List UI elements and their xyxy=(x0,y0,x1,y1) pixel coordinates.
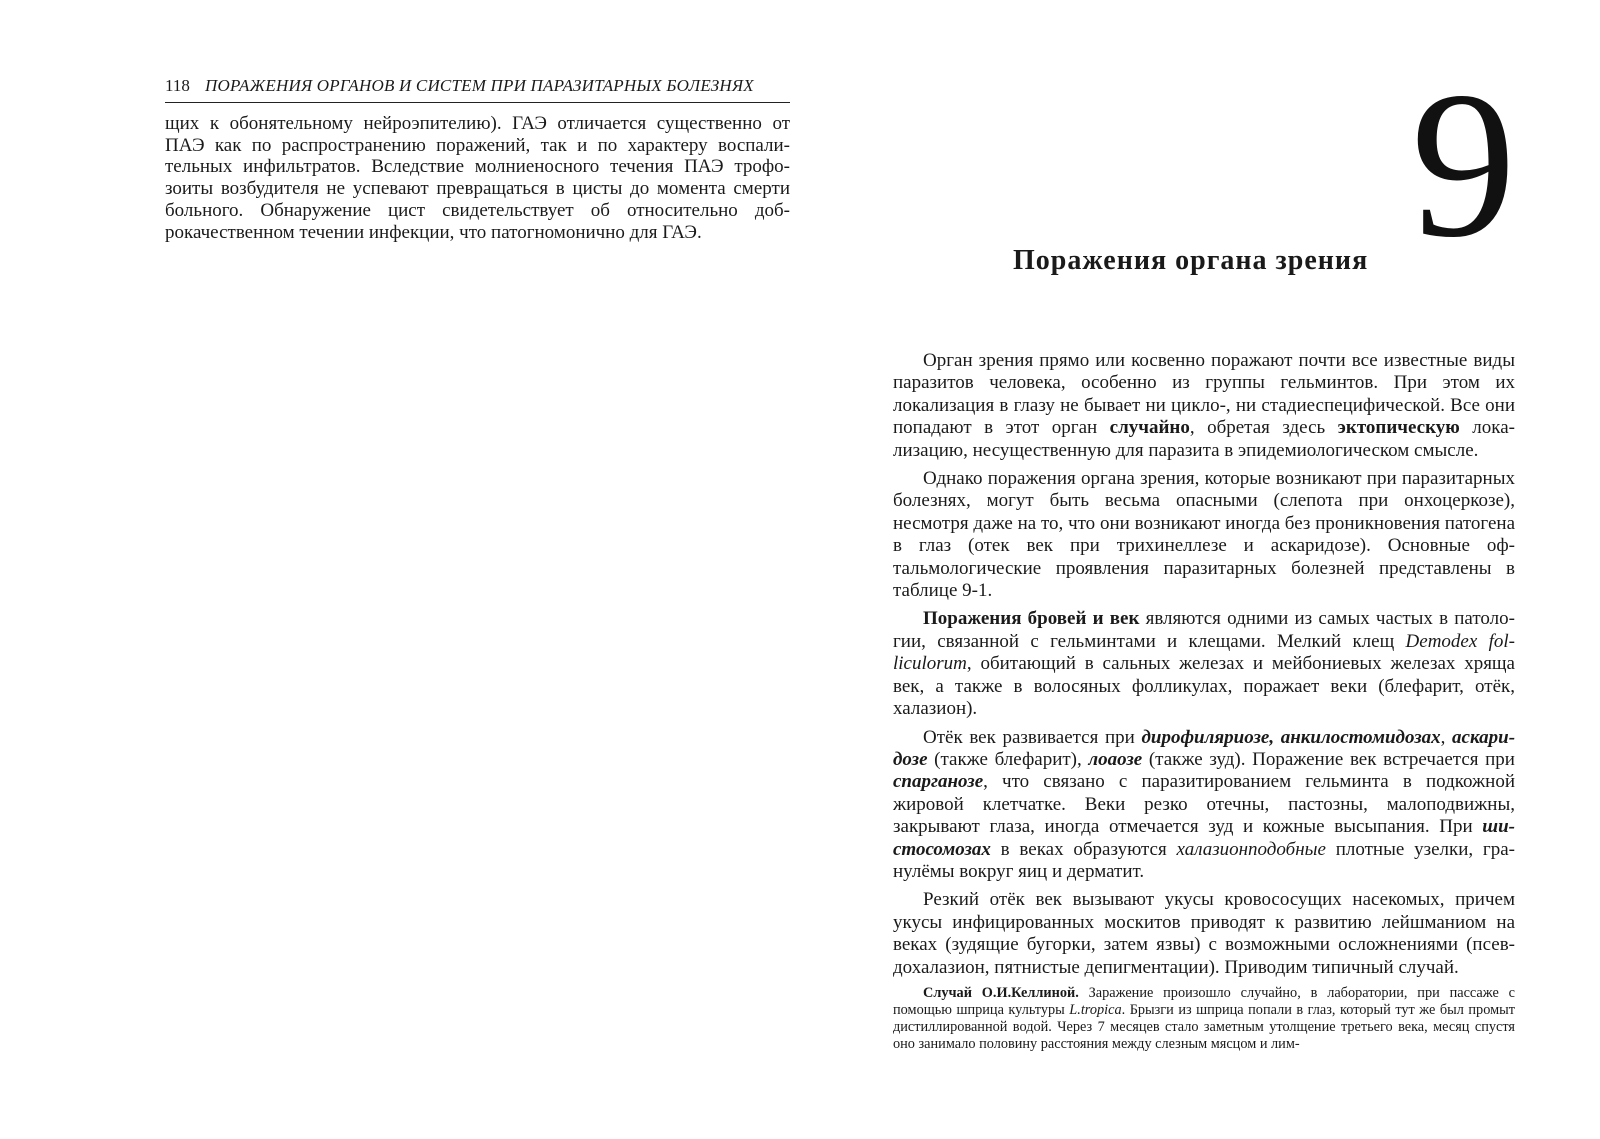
p4-disease-sparganosis: спарганозе xyxy=(893,771,984,793)
p4-disease-loiasis: лоаозе xyxy=(1088,748,1143,770)
running-head-title: ПОРАЖЕНИЯ ОРГАНОВ И СИСТЕМ ПРИ ПАРАЗИТАРНЫХ БОЛЕЗНЯХ xyxy=(205,76,754,95)
p1-emphasis-ectopic: эктопическую xyxy=(1337,417,1460,439)
case-text-d: . Брызги из шприца попали в глаз, который тут же был промыт дистиллированной водой. Через 7 месяцев стало заметным утолщение третьего века, месяц спустя оно занимало половину расстояния между слезным мясцом и лим- xyxy=(893,1001,1515,1052)
chapter-number: 9 xyxy=(1411,49,1516,281)
case-species-name: L.tropica xyxy=(1069,1001,1122,1018)
p1-text-a: Орган зрения прямо или косвенно поражают почти все известные виды паразитов человека, особенно из группы гельминтов. При этом их локализация в глазу не бывает ни цикло-, ни стадиеспецифической. Все они попадают в этот орган xyxy=(893,350,1515,439)
p4-text-c: , xyxy=(1440,726,1453,748)
case-heading: Случай О.И.Келлиной. xyxy=(923,984,1079,1001)
p4-disease-ascariasis: аскаридозе xyxy=(893,726,1516,770)
p1-text-c: , обретая здесь xyxy=(1189,417,1338,439)
p3-species-name: Demodex folliculorum xyxy=(893,630,1515,675)
p4-disease-terms: дирофиляриозе, анкилостомидозах xyxy=(1141,726,1441,748)
paragraph-2: Однако поражения органа зрения, которые возникают при паразитарных болезнях, могут быть весьма опасными (слепота при онхоцеркозе), несмотря даже на то, что они возникают иногда без проникновения патогена в глаз (отек век при трихинеллезе и аскаридозе). Основные офтальмологические проявления паразитарных болезней представлены в таблице 9-1. xyxy=(893,468,1515,602)
p4-text-m: плотные узелки, гранулёмы вокруг яиц и дерматит. xyxy=(893,838,1515,882)
left-page-text: щих к обонятельному нейроэпителию). ГАЭ отличается существенно от ПАЭ как по распространению поражений, так и по характеру воспалительных инфильтратов. Вследствие молниеносного течения ПАЭ трофозоиты возбудителя не успевают превращаться в цисты до момента смерти больного. Обнаружение цист свидетельствует об относительно доброкачественном течении инфекции, что патогномонично для ГАЭ. xyxy=(165,113,790,243)
paragraph-4 xyxy=(893,727,1515,884)
p3-text-d: , обитающий в сальных железах и мейбониевых железах хряща век, а также в волосяных фолликулах, поражает веки (блефарит, отёк, халазион). xyxy=(893,653,1515,720)
case-text-b: Заражение произошло случайно, в лаборатории, при пассаже с помощью шприца культуры xyxy=(893,984,1515,1018)
p1-text-e: локализацию, несущественную для паразита в эпидемиологическом смысле. xyxy=(893,417,1515,461)
p4-text-g: (также зуд). Поражение век встречается при xyxy=(1142,748,1515,770)
chapter-body xyxy=(893,350,1515,1053)
left-page xyxy=(165,70,790,262)
chapter-title: Поражения органа зрения xyxy=(1013,245,1369,276)
p1-emphasis-accidentally: случайно xyxy=(1109,417,1190,439)
p3-text-b: являются одними из самых частых в патологии, связанной с гельминтами и клещами. Мелкий клещ xyxy=(893,608,1515,652)
p4-text-e: (также блефарит), xyxy=(927,748,1089,770)
p4-disease-schistosomiasis: шистосомозах xyxy=(893,816,1515,860)
p3-lead-heading: Поражения бровей и век xyxy=(923,608,1140,630)
p4-text-i: , что связано с паразитированием гельминта в подкожной жировой клетчатке. Веки резко отечны, пастозны, малоподвижны, закрывают глаза, иногда отмечается зуд и кожные высыпания. При xyxy=(893,771,1515,838)
p4-italic-chalazion-like: халазионподобные xyxy=(1176,838,1326,860)
paragraph-5: Резкий отёк век вызывают укусы кровососущих насекомых, причем укусы инфицированных москитов приводят к развитию лейшманиом на веках (зудящие бугорки, затем язвы) с возможными осложнениями (псевдохалазион, пятнистые депигментации). Приводим типичный случай. xyxy=(893,889,1515,978)
running-head xyxy=(165,70,790,103)
p4-text-a: Отёк век развивается при xyxy=(923,726,1142,748)
p4-text-k: в веках образуются xyxy=(990,838,1177,860)
paragraph-1 xyxy=(893,350,1515,462)
page-number: 118 xyxy=(165,76,190,95)
case-report xyxy=(893,985,1515,1053)
paragraph-3 xyxy=(893,608,1515,720)
